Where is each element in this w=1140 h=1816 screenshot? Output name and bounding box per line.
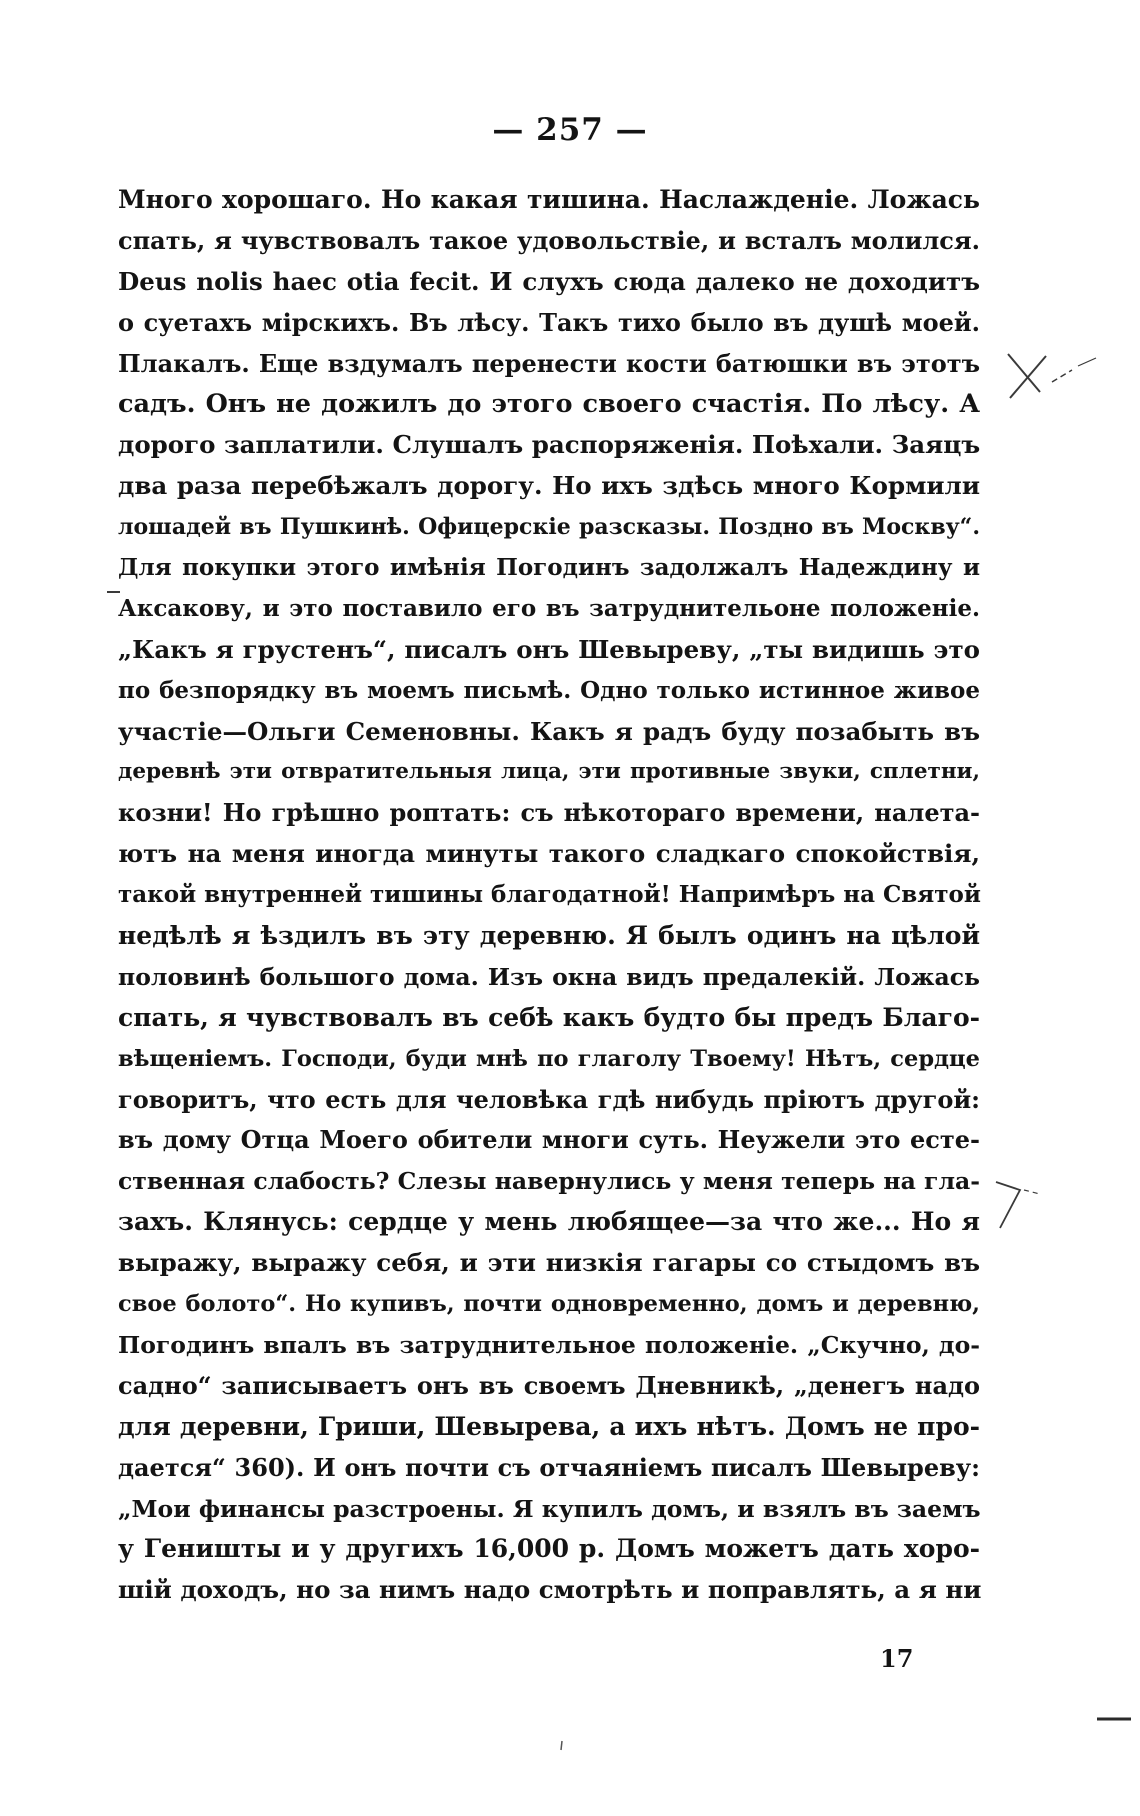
text-line: такой внутренней тишины благодатной! Напримѣръ на Святой [118, 881, 981, 909]
text-line: деревнѣ эти отвратительныя лица, эти противные звуки, сплетни, [118, 759, 980, 785]
edge-dash-mark [1096, 1716, 1132, 1722]
margin-cross-mark [1000, 348, 1100, 404]
margin-dash-mark [106, 589, 122, 595]
text-line: „Какъ я грустенъ“, писалъ онъ Шевыреву, „ты видишь это [118, 634, 980, 664]
text-line: Аксакову, и это поставило его въ затруднительоне положеніе. [118, 594, 980, 622]
text-line: садъ. Онъ не дожилъ до этого своего счастія. По лѣсу. А [118, 389, 980, 420]
text-line: свое болото“. Но купивъ, почти одновременно, домъ и деревню, [118, 1291, 980, 1318]
text-line: дорого заплатили. Слушалъ распоряженія. Поѣхали. Заяцъ [118, 430, 981, 460]
speck-mark [559, 1740, 565, 1752]
text-line: Плакалъ. Еще вздумалъ перенести кости батюшки въ этотъ [118, 348, 980, 378]
text-line: ютъ на меня иногда минуты такого сладкаго спокойствія, [118, 839, 980, 869]
text-line: недѣлѣ я ѣздилъ въ эту деревню. Я былъ одинъ на цѣлой [118, 921, 980, 951]
text-line: у Геништы и у другихъ 16,000 р. Домъ можетъ дать хоро- [118, 1534, 980, 1564]
text-line: Погодинъ впалъ въ затруднительное положеніе. „Скучно, до- [118, 1330, 980, 1359]
text-line: захъ. Клянусь: сердце у мень любящее—за что же... Но я [118, 1207, 980, 1237]
text-line: говоритъ, что есть для человѣка гдѣ нибудь пріютъ другой: [118, 1084, 980, 1114]
text-line: Много хорошаго. Но какая тишина. Наслажденіе. Ложась [118, 185, 980, 214]
text-line: выражу, выражу себя, и эти низкія гагары со стыдомъ въ [118, 1248, 980, 1278]
text-line: участіе—Ольги Семеновны. Какъ я радъ буду позабыть въ [118, 716, 980, 746]
signature-mark: 17 [880, 1644, 914, 1673]
text-line: дается“ 360). И онъ почти съ отчаяніемъ писалъ Шевыреву: [118, 1452, 980, 1482]
text-line: половинѣ большого дома. Изъ окна видъ предалекій. Ложась [118, 962, 980, 991]
text-line: садно“ записываетъ онъ въ своемъ Дневникѣ, „денегъ надо [118, 1370, 980, 1400]
body-text [118, 180, 980, 1611]
text-line: для деревни, Гриши, Шевырева, а ихъ нѣтъ. Домъ не про- [118, 1411, 980, 1441]
text-line: по безпорядку въ моемъ письмѣ. Одно только истинное живое [118, 676, 980, 704]
page-number: — 257 — [492, 112, 648, 148]
text-line: спать, я чувствовалъ въ себѣ какъ будто бы предъ Благо- [118, 1002, 980, 1032]
text-line: козни! Но грѣшно роптать: съ нѣкотораго времени, налета- [118, 798, 980, 828]
text-line: о суетахъ мірскихъ. Въ лѣсу. Такъ тихо было въ душѣ моей. [118, 307, 980, 337]
text-line: спать, я чувствовалъ такое удовольствіе, и всталъ молился. [118, 225, 980, 255]
text-line: два раза перебѣжалъ дорогу. Но ихъ здѣсь много Кормили [118, 471, 980, 501]
text-line: вѣщеніемъ. Господи, буди мнѣ по глаголу Твоему! Нѣтъ, сердце [118, 1045, 980, 1072]
text-line: ственная слабость? Слезы навернулись у меня теперь на гла- [118, 1167, 980, 1196]
text-line: лошадей въ Пушкинѣ. Офицерскіе разсказы. Поздно въ Москву“. [118, 514, 980, 541]
margin-bracket-mark [990, 1176, 1050, 1236]
text-line: шій доходъ, но за нимъ надо смотрѣть и поправлять, а я ни [118, 1575, 982, 1605]
text-line: Для покупки этого имѣнія Погодинъ задолжалъ Надеждину и [118, 554, 980, 582]
text-line: „Мои финансы разстроены. Я купилъ домъ, и взялъ въ заемъ [118, 1494, 981, 1523]
text-line: Deus nolis haec otia fecit. И слухъ сюда далеко не доходитъ [118, 266, 980, 296]
text-line: въ дому Отца Моего обители многи суть. Неужели это есте- [118, 1125, 980, 1155]
